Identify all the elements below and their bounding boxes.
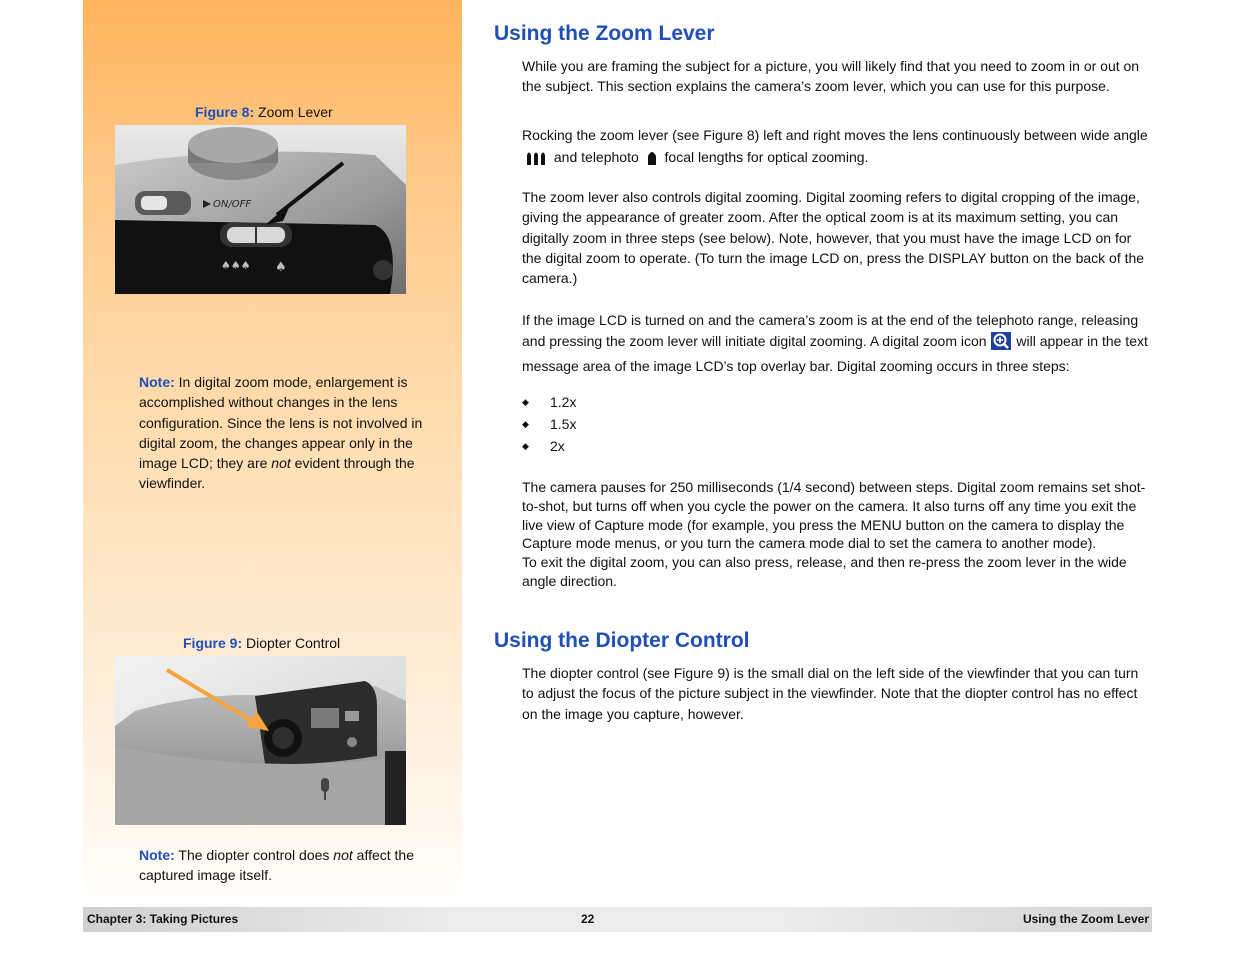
list-item-text: 2x — [550, 438, 565, 454]
svg-text:♠♠♠: ♠♠♠ — [221, 259, 251, 272]
digital-zoom-paragraph: The zoom lever also controls digital zooming. Digital zooming refers to digital cropping of the image, giving the appearance of greater zoom. After the optical zoom is at its maximum setting, you can digitally zoom in three steps (see below). Note, however, that you must have the image LCD on for the digital zoom to operate. (To turn the image LCD on, press the DISPLAY button on the back of the camera.) — [522, 189, 1145, 287]
exit-zoom-paragraph: To exit the digital zoom, you can also press, release, and then re-press the zoom lever in the wide angle direction. — [522, 554, 1127, 589]
note-label: Note: — [139, 847, 175, 863]
zoom-note — [139, 372, 429, 494]
paragraph-text: focal lengths for optical zooming. — [664, 149, 869, 165]
figure-8-label: Figure 8: — [195, 104, 255, 120]
heading-diopter-control: Using the Diopter Control — [494, 629, 750, 652]
on-off-text: ON/OFF — [213, 199, 252, 210]
wide-angle-icon — [525, 149, 547, 172]
note-emphasis: not — [271, 455, 291, 472]
bullet-icon: ◆ — [522, 397, 529, 407]
diopter-note — [139, 845, 434, 886]
note-label: Note: — [139, 374, 175, 390]
list-item — [522, 394, 576, 410]
list-item — [522, 438, 565, 454]
figure-8-caption — [195, 104, 333, 120]
note-text: In digital zoom mode, enlargement is accomplished without changes in the lens configuration. Since the lens is not involved in digital zoom, the changes appear only in the image LCD; they are — [139, 374, 423, 472]
paragraph-text: Rocking the zoom lever (see Figure 8) left and right moves the lens continuously between wide angle — [522, 127, 1148, 143]
paragraph-text: and telephoto — [553, 149, 639, 165]
svg-text:♠: ♠ — [275, 260, 287, 275]
digital-zoom-icon-paragraph — [522, 310, 1150, 377]
page-footer — [83, 907, 1152, 932]
intro-paragraph: While you are framing the subject for a picture, you will likely find that you need to zoom in or out on the subject. This section explains the camera’s zoom lever, which you can use for this purpose. — [522, 58, 1140, 95]
figure-8-title: Zoom Lever — [258, 104, 333, 120]
footer-section: Using the Zoom Lever — [1022, 912, 1149, 926]
bullet-icon: ◆ — [522, 441, 529, 451]
telephoto-icon — [646, 148, 658, 172]
zoom-pause-paragraph: The camera pauses for 250 milliseconds (1/4 second) between steps. Digital zoom remains set shot-to-shot, but turns off when you cycle the power on the camera. It also turns off any time you exit the live view of Capture mode (for example, you press the MENU button on the camera to display the Capture mode menus, or you turn the camera mode dial to set the camera to another mode). — [522, 479, 1146, 552]
footer-page-number: 22 — [581, 912, 595, 926]
note-text: The diopter control does — [178, 847, 330, 863]
note-text-end: affect the captured image itself. — [139, 847, 414, 884]
zoom-lever-photo — [115, 125, 406, 294]
optical-zoom-paragraph — [522, 124, 1150, 172]
diopter-paragraph: The diopter control (see Figure 9) is the small dial on the left side of the viewfinder that you can turn to adjust the focus of the picture subject in the viewfinder. Note that the diopter control has no effect on the image you capture, however. — [522, 665, 1139, 722]
figure-9-title: Diopter Control — [246, 635, 341, 651]
paragraph-text: If the image LCD is turned on and the camera’s zoom is at the end of the telephoto range, releasing and pressing the zoom lever will initiate digital zooming. A digital zoom icon — [522, 312, 1139, 349]
bullet-icon: ◆ — [522, 419, 529, 429]
list-item-text: 1.2x — [550, 394, 577, 410]
figure-9-caption — [183, 635, 340, 651]
diopter-control-photo — [115, 656, 406, 825]
digital-zoom-icon — [991, 332, 1011, 356]
figure-9-label: Figure 9: — [183, 635, 243, 651]
list-item-text: 1.5x — [550, 416, 577, 432]
footer-chapter: Chapter 3: Taking Pictures — [87, 912, 239, 926]
note-emphasis: not — [333, 847, 353, 863]
heading-zoom-lever: Using the Zoom Lever — [494, 22, 715, 45]
paragraph-text: will appear in the text message area of the image LCD’s top overlay bar. Digital zooming occurs in three steps: — [522, 333, 1148, 374]
list-item — [522, 416, 576, 432]
note-text-end: evident through the viewfinder. — [139, 455, 415, 492]
